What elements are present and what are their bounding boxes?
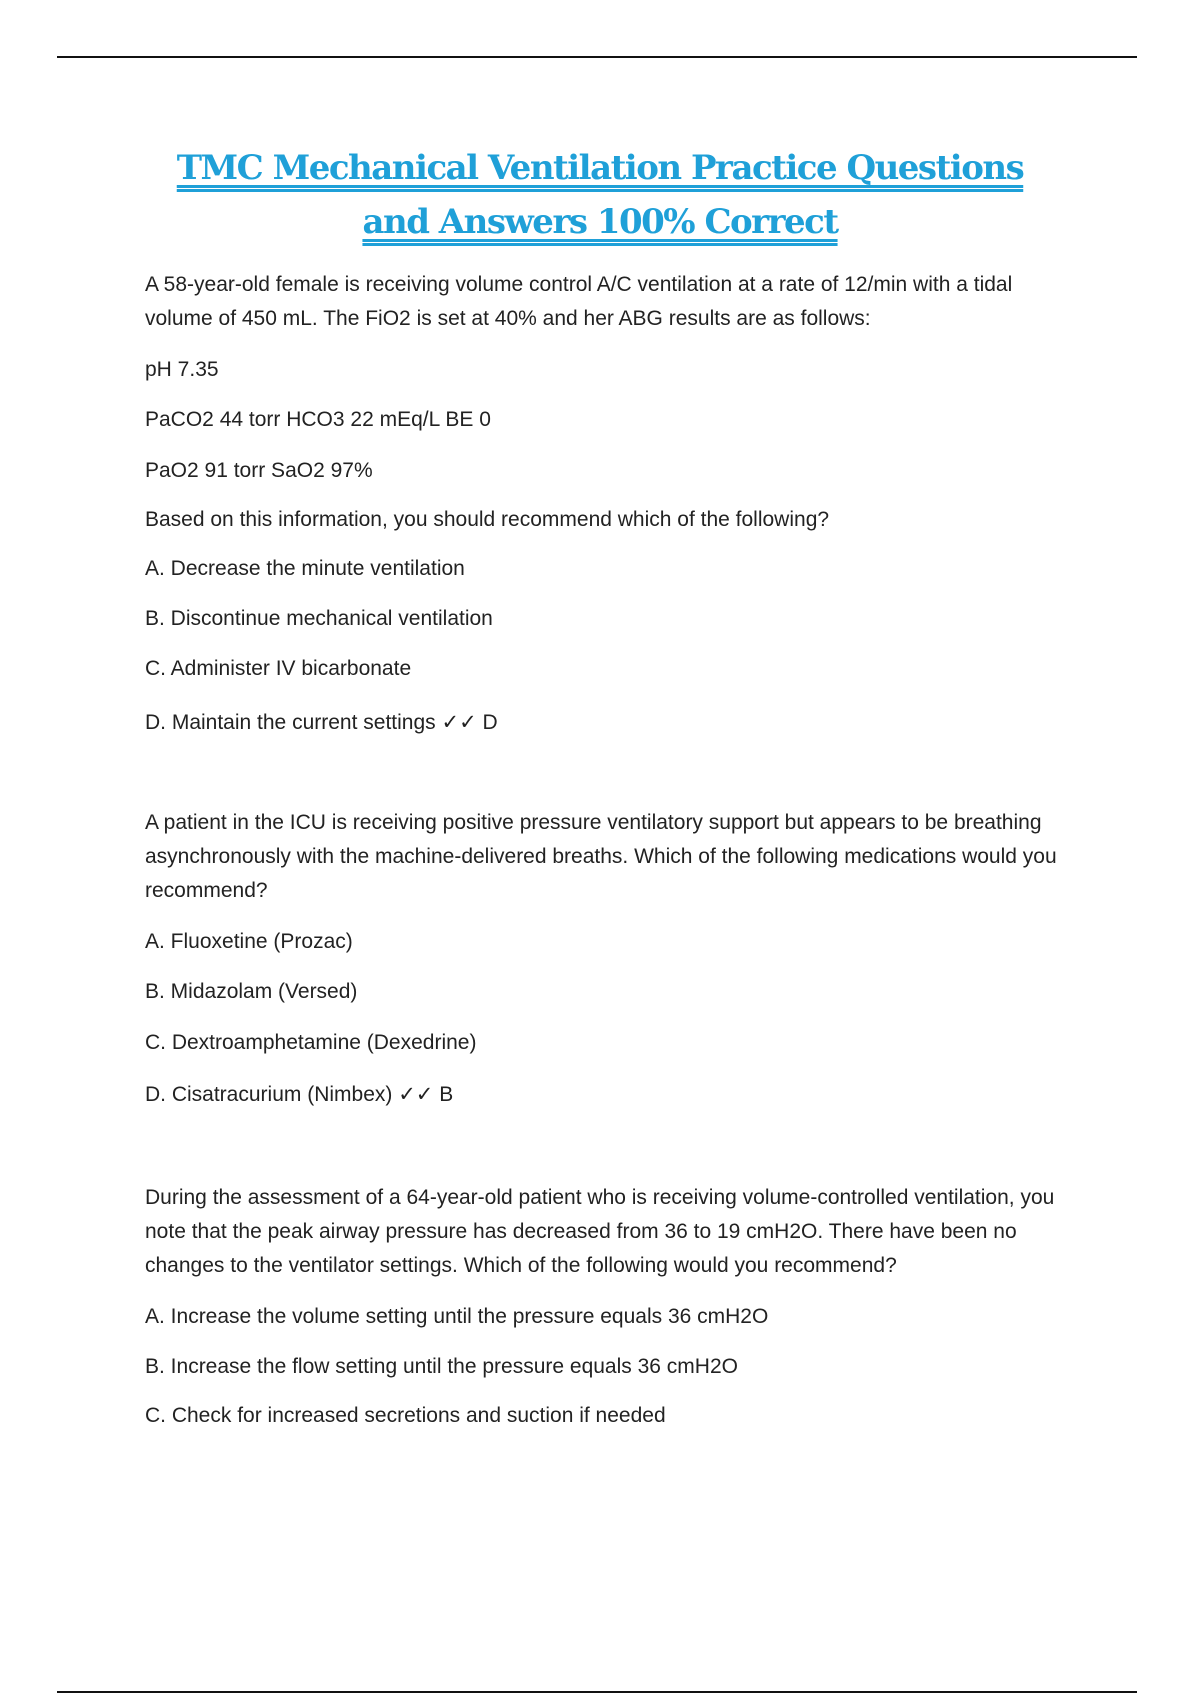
document-title-line-2 <box>0 202 1200 242</box>
title-text: TMC Mechanical Ventilation Practice Questions <box>176 148 1024 188</box>
top-rule <box>57 56 1137 58</box>
question-1-data-ph: pH 7.35 <box>145 358 219 381</box>
question-1-stem: A 58-year-old female is receiving volume control A/C ventilation at a rate of 12/min with a tidal volume of 450 mL. The FiO2 is set at 40% and her ABG results are as follows: <box>145 273 1013 330</box>
question-1-option-b: B. Discontinue mechanical ventilation <box>145 607 493 630</box>
bottom-rule <box>57 1691 1137 1693</box>
question-3-option-c: C. Check for increased secretions and suction if needed <box>145 1404 666 1427</box>
question-1-option-a: A. Decrease the minute ventilation <box>145 557 465 580</box>
question-1-option-d: D. Maintain the current settings ✓✓ D <box>145 711 498 734</box>
question-1-option-c: C. Administer IV bicarbonate <box>145 657 412 680</box>
question-2-option-c: C. Dextroamphetamine (Dexedrine) <box>145 1031 477 1054</box>
question-1-prompt: Based on this information, you should recommend which of the following? <box>145 508 830 531</box>
question-3-option-b: B. Increase the flow setting until the pressure equals 36 cmH2O <box>145 1355 738 1378</box>
question-1-data-paco2: PaCO2 44 torr HCO3 22 mEq/L BE 0 <box>145 408 491 431</box>
question-2-option-b: B. Midazolam (Versed) <box>145 980 358 1003</box>
question-1-data-pao2: PaO2 91 torr SaO2 97% <box>145 459 373 482</box>
question-2-option-a: A. Fluoxetine (Prozac) <box>145 930 353 953</box>
question-3-option-a: A. Increase the volume setting until the pressure equals 36 cmH2O <box>145 1305 769 1328</box>
title-text: and Answers 100% Correct <box>362 202 838 242</box>
question-2-option-d: D. Cisatracurium (Nimbex) ✓✓ B <box>145 1083 454 1106</box>
document-title-line-1 <box>0 148 1200 188</box>
question-2-stem: A patient in the ICU is receiving positive pressure ventilatory support but appears to be breathing asynchronously with the machine-delivered breaths. Which of the following medications would you recommend? <box>145 811 1057 902</box>
question-3-stem: During the assessment of a 64-year-old patient who is receiving volume-controlled ventilation, you note that the peak airway pressure has decreased from 36 to 19 cmH2O. There have been no changes to the ventilator settings. Which of the following would you recommend? <box>145 1186 1055 1277</box>
